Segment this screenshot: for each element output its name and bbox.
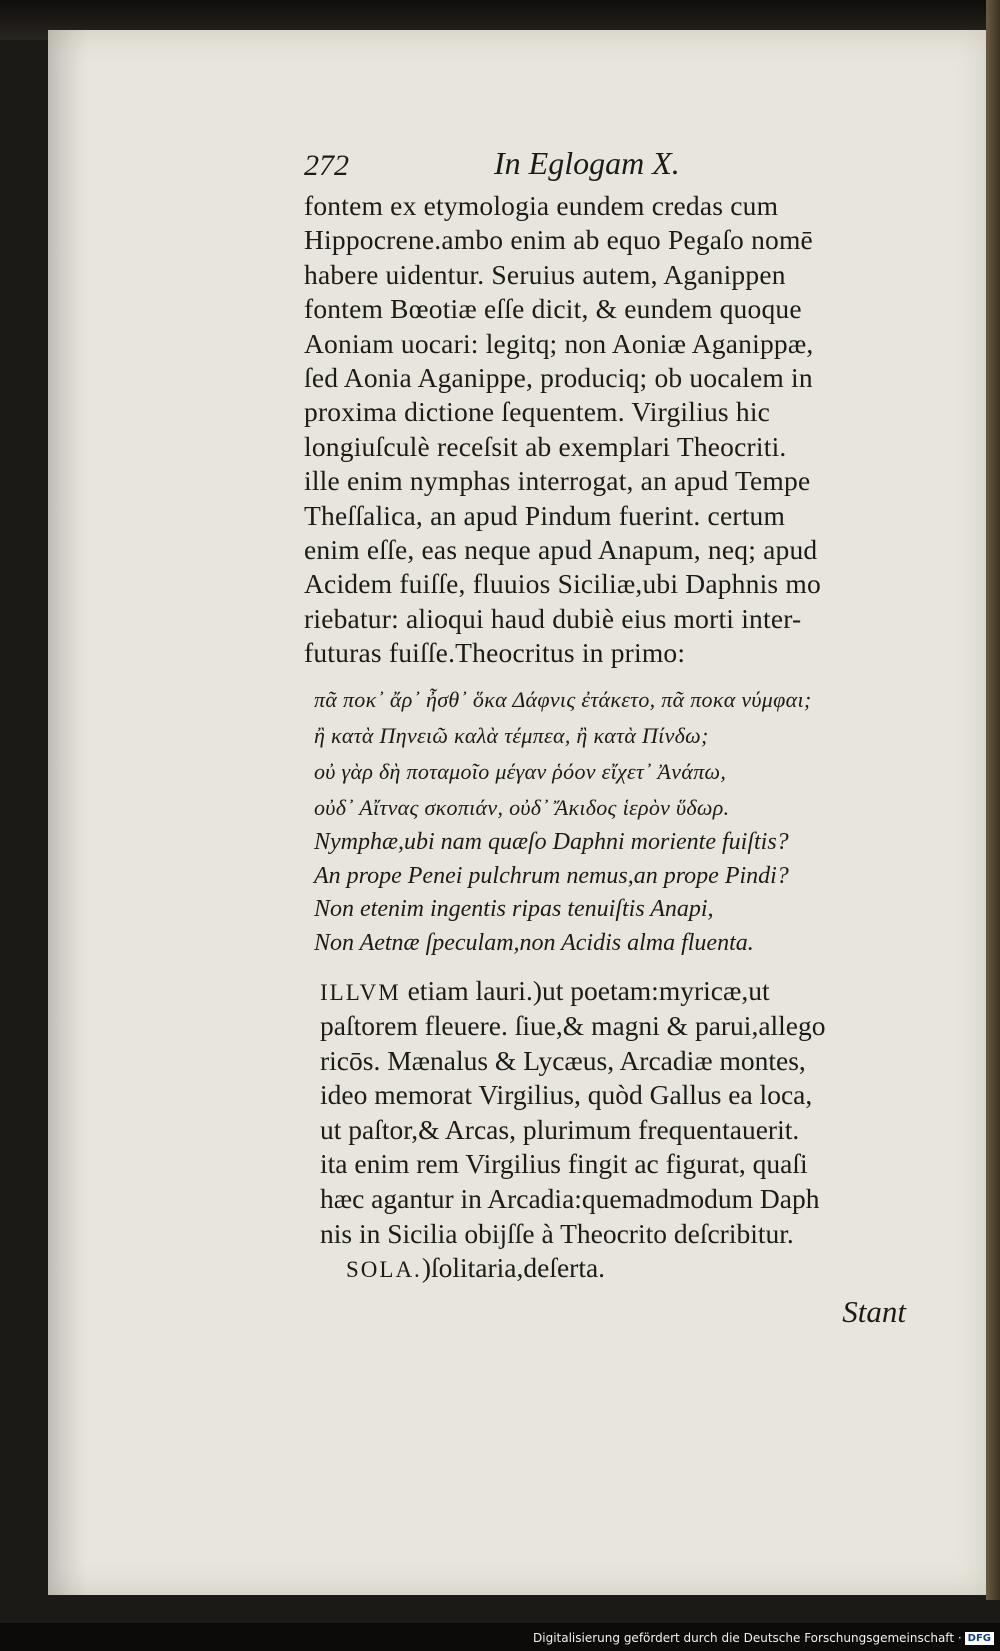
text-line: fontem Bœotiæ eſſe dicit, & eundem quoque [304,293,802,325]
greek-verse-line: οὐδ᾽ Αἴτνας σκοπιάν, οὐδ᾽ Ἄκιδος ἱερὸν ὕδωρ. [314,795,730,821]
text-line: longiuſculè receſsit ab exemplari Theocriti. [304,430,787,462]
text-line: riebatur: alioqui haud dubiè eius morti inter- [304,602,802,634]
text-line: hæc agantur in Arcadia:quemadmodum Daph [320,1183,820,1215]
page-text [304,145,934,1330]
text-line: ut paſtor,& Arcas, plurimum frequentauerit. [320,1113,800,1145]
text-line: fontem ex etymologia eundem credas cum [304,190,779,221]
text-line: habere uidentur. Seruius autem, Aganippen [304,258,786,290]
greek-verse-line: πᾶ ποκ᾽ ἄρ᾽ ἦσθ᾽ ὅκα Δάφνις ἐτάκετο, πᾶ ποκα νύμφαι; [314,687,812,713]
latin-verse-line: Non Aetnæ ſpeculam,non Acidis alma fluenta. [314,929,754,956]
text-line: nis in Sicilia obijſſe à Theocrito deſcribitur. [320,1217,794,1249]
catchword-row [304,1286,934,1330]
prose-paragraph [304,189,934,670]
lemma-gloss: )ſolitaria,deſerta. [421,1252,606,1284]
page-edge [986,0,1000,1600]
text-line: ſed Aonia Aganippe, produciq; ob uocalem in [304,361,813,393]
text-line [320,1251,934,1286]
greek-quotation [314,682,934,960]
text-line: enim eſſe, eas neque apud Anapum, neq; apud [304,533,818,565]
text-line: paſtorem fleuere. ſiue,& magni & parui,allego [320,1010,826,1042]
text-line: ita enim rem Virgilius fingit ac figurat, quaſi [320,1148,808,1180]
greek-verse-line: ἢ κατὰ Πηνειῶ καλὰ τέμπεα, ἢ κατὰ Πίνδω; [314,723,709,749]
text-line: ideo memorat Virgilius, quòd Gallus ea loca, [320,1079,813,1111]
latin-verse-line: Non etenim ingentis ripas tenuiſtis Anapi, [314,896,714,923]
text-line: futuras fuiſſe.Theocritus in primo: [304,637,686,669]
text-line [320,974,934,1009]
catchword: Stant [842,1293,906,1329]
page-header [304,145,934,185]
digitization-credit [533,1631,994,1645]
running-head: In Eglogam X. [494,145,680,181]
dfg-logo: DFG [965,1632,994,1645]
latin-verse-line: An prope Penei pulchrum nemus,an prope Pindi? [314,862,789,889]
lemma: SOLA. [346,1257,422,1283]
page-number: 272 [304,149,349,182]
text-line: Aoniam uocari: legitq; non Aoniæ Aganippæ, [304,327,814,359]
text-line: Hippocrene.ambo enim ab equo Pegaſo nomē [304,224,813,256]
text-line: proxima dictione ſequentem. Virgilius hic [304,396,771,428]
text-line: Theſſalica, an apud Pindum fuerint. certum [304,499,786,531]
commentary-section [320,974,934,1285]
lemma-gloss: etiam lauri.)ut poetam:myricæ,ut [400,975,770,1007]
greek-verse-line: οὐ γὰρ δὴ ποταμοῖο μέγαν ῥόον εἴχετ᾽ Ἀνάπω, [314,759,727,785]
latin-verse-line: Nymphæ,ubi nam quæſo Daphni moriente fuiſtis? [314,829,789,856]
credit-text: Digitalisierung gefördert durch die Deutsche Forschungsgemeinschaft · [533,1631,962,1645]
text-line: ricōs. Mænalus & Lycæus, Arcadiæ montes, [320,1044,806,1076]
text-line: Acidem fuiſſe, fluuios Siciliæ,ubi Daphnis mo [304,568,821,600]
lemma: ILLVM [320,980,401,1006]
text-line: ille enim nymphas interrogat, an apud Tempe [304,465,811,497]
gutter-shadow [48,30,88,1595]
